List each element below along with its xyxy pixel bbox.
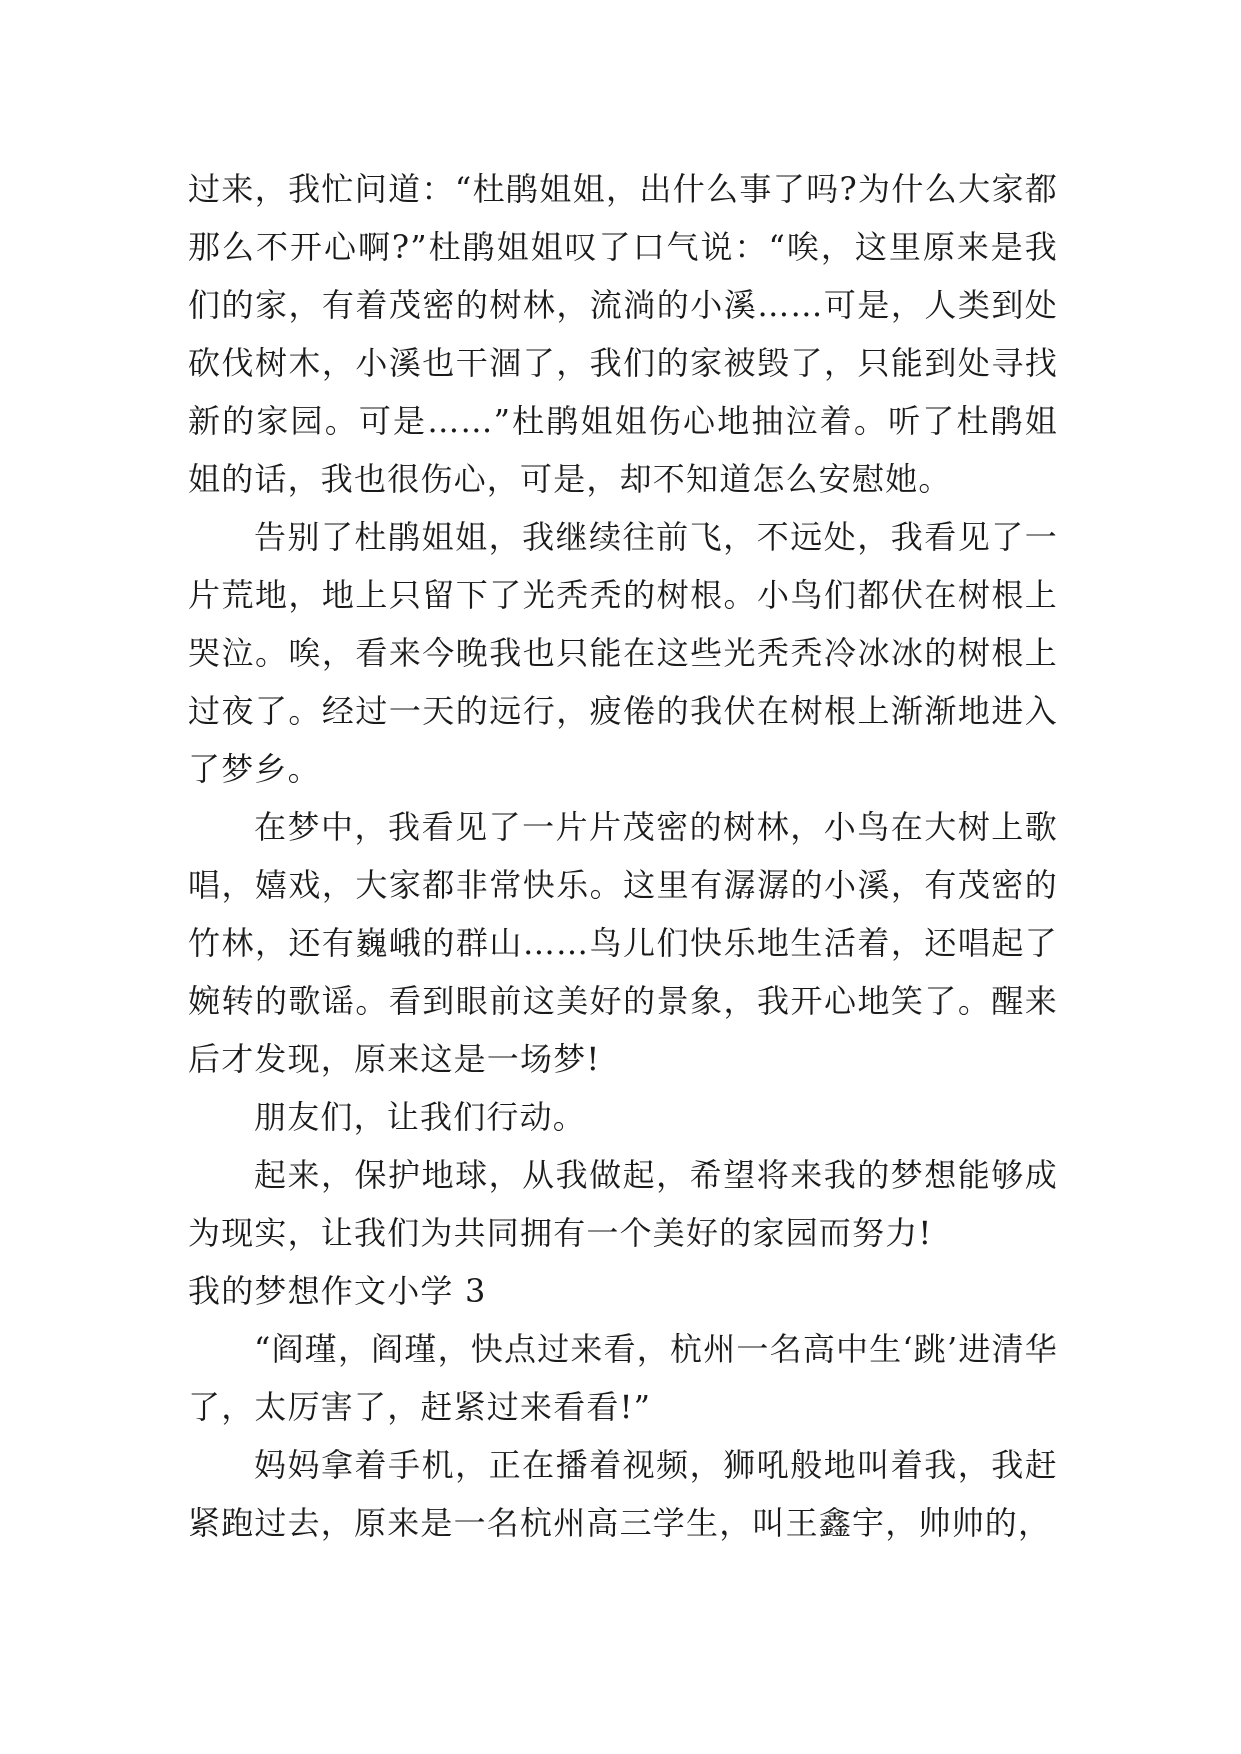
paragraph-2: 告别了杜鹃姐姐，我继续往前飞，不远处，我看见了一片荒地，地上只留下了光秃秃的树根。小鸟们都伏在树根上哭泣。唉，看来今晚我也只能在这些光秃秃冷冰冰的树根上过夜了。经过一天的远行，疲倦的我伏在树根上渐渐地进入了梦乡。 [188, 518, 1058, 788]
paragraph-1: 过来，我忙问道：“杜鹃姐姐，出什么事了吗?为什么大家都那么不开心啊?”杜鹃姐姐叹了口气说：“唉，这里原来是我们的家，有着茂密的树林，流淌的小溪……可是，人类到处砍伐树木，小溪也干涸了，我们的家被毁了，只能到处寻找新的家园。可是……”杜鹃姐姐伤心地抽泣着。听了杜鹃姐姐的话，我也很伤心，可是，却不知道怎么安慰她。 [188, 170, 1058, 498]
paragraph-6: “阎瑾，阎瑾，快点过来看，杭州一名高中生‘跳’进清华了，太厉害了，赶紧过来看看!” [188, 1330, 1058, 1426]
paragraph-5: 起来，保护地球，从我做起，希望将来我的梦想能够成为现实，让我们为共同拥有一个美好的家园而努力! [188, 1156, 1058, 1252]
paragraph-4: 朋友们，让我们行动。 [254, 1098, 587, 1136]
section-heading: 我的梦想作文小学 3 [188, 1272, 487, 1310]
document-body [188, 160, 1058, 1552]
paragraph-7: 妈妈拿着手机，正在播着视频，狮吼般地叫着我，我赶紧跑过去，原来是一名杭州高三学生，叫王鑫宇，帅帅的， [188, 1446, 1058, 1542]
paragraph-3: 在梦中，我看见了一片片茂密的树林，小鸟在大树上歌唱，嬉戏，大家都非常快乐。这里有潺潺的小溪，有茂密的竹林，还有巍峨的群山……鸟儿们快乐地生活着，还唱起了婉转的歌谣。看到眼前这美好的景象，我开心地笑了。醒来后才发现，原来这是一场梦! [188, 808, 1058, 1078]
